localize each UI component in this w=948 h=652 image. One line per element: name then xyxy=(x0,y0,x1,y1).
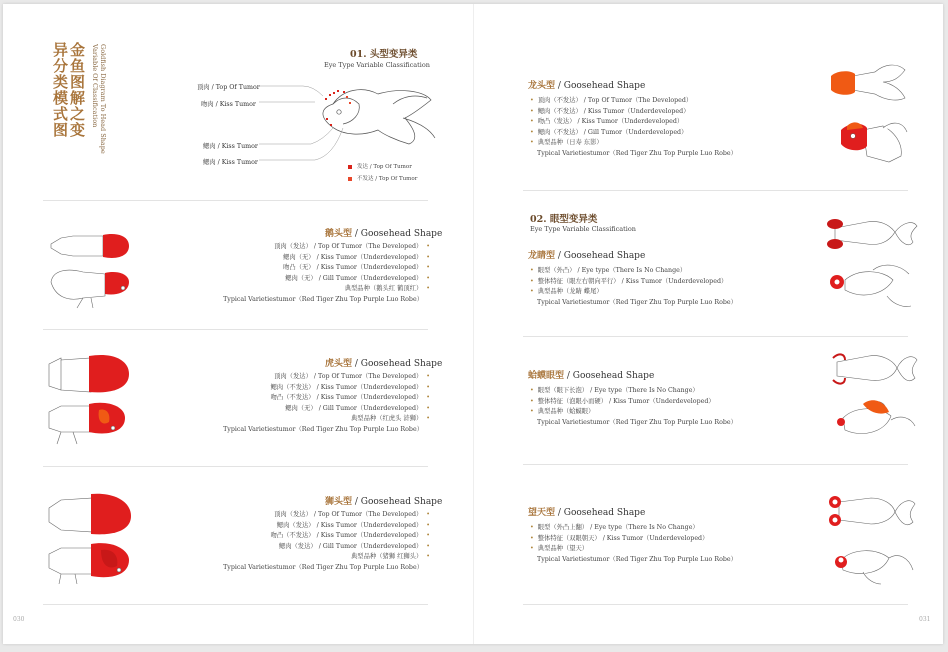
list-item: 鳃肉（无） / Kiss Tumor（Underdeveloped） • xyxy=(223,253,430,264)
list-item: 鳃肉（无） / Gill Tumor（Underdeveloped） • xyxy=(223,404,430,415)
section-subtitle-head: Eye Type Variable Classification xyxy=(324,61,430,69)
divider xyxy=(523,464,908,465)
divider xyxy=(43,466,428,467)
list-item: 吻凸（无） / Kiss Tumor（Underdeveloped） • xyxy=(223,263,430,274)
list-item: 鳃肉（发达） / Kiss Tumor（Underdeveloped） • xyxy=(223,521,430,532)
legend-developed: 发达 / Top Of Tumor xyxy=(348,162,412,170)
divider xyxy=(523,336,908,337)
list-item: • 眼型（眼下长泡） / Eye type（There Is No Change） xyxy=(530,386,737,397)
section-number-eye: 02. 眼型变异类 xyxy=(530,214,598,225)
page-title: 金鱼图解之变异分类模式图 xyxy=(51,42,86,138)
list-item: Typical Varietiestumor（Red Tiger Zhu Top Purple Luo Robe） xyxy=(223,425,423,433)
section-title-toadeye: 蛤蟆眼型 / Goosehead Shape xyxy=(528,371,655,381)
list-item: 鳃肉（发达） / Gill Tumor（Underdeveloped） • xyxy=(223,542,430,553)
section-list-celestialeye xyxy=(530,523,737,565)
list-item: Typical Varietiestumor（Red Tiger Zhu Top Purple Luo Robe） xyxy=(537,418,737,426)
page-gutter xyxy=(473,4,474,644)
section-number-head: 01. 头型变异类 xyxy=(350,49,418,60)
list-item: 鳃肉（无） / Gill Tumor（Underdeveloped） • xyxy=(223,274,430,285)
page-number-left: 030 xyxy=(13,616,25,623)
section-list-goosehead xyxy=(223,242,430,306)
label-gill-tumor: 鳃肉 / Kiss Tumor xyxy=(203,143,258,150)
list-item: 吻凸（不发达） / Kiss Tumor（Underdeveloped） • xyxy=(223,531,430,542)
list-item: • 典型品种（望天） xyxy=(530,544,737,555)
list-item: • 整体特征（眼左右朝向平行） / Kiss Tumor（Underdeveloped） xyxy=(530,277,737,288)
list-item: • 鳃肉（不发达） / Gill Tumor（Underdeveloped） xyxy=(530,128,737,139)
list-item: 鳃肉（不发达） / Kiss Tumor（Underdeveloped） • xyxy=(223,383,430,394)
legend-swatch-developed xyxy=(348,165,352,169)
section-title-goosehead: 鹅头型 / Goosehead Shape xyxy=(325,229,443,239)
label-kiss-tumor-2: 鳃肉 / Kiss Tumor xyxy=(203,159,258,166)
section-title-tigerhead: 虎头型 / Goosehead Shape xyxy=(325,359,443,369)
book-spread xyxy=(3,4,943,644)
list-item: • 顶肉（不发达） / Top Of Tumor（The Developed） xyxy=(530,96,737,107)
list-item: • 鳃肉（不发达） / Kiss Tumor（Underdeveloped） xyxy=(530,107,737,118)
list-item: 典型品种（猪狮 红狮头） • xyxy=(223,552,430,563)
list-item: 顶肉（发达） / Top Of Tumor（The Developed） • xyxy=(223,510,430,521)
list-item: • 吻凸（发达） / Kiss Tumor（Underdeveloped） xyxy=(530,117,737,128)
section-list-lionhead xyxy=(223,510,430,574)
legend-swatch-underdeveloped xyxy=(348,177,352,181)
divider xyxy=(43,604,428,605)
list-item: • 整体特征（泡眼小而硬） / Kiss Tumor（Underdeveloped） xyxy=(530,397,737,408)
goosehead-fish-illustration xyxy=(43,222,143,312)
section-title-dragonhead: 龙头型 / Goosehead Shape xyxy=(528,81,646,91)
list-item: • 典型品种（日寿 东影） xyxy=(530,138,737,149)
label-top-of-tumor: 顶肉 / Top Of Tumor xyxy=(197,84,260,91)
list-item: • 典型品种（龙睛 蝶尾） xyxy=(530,287,737,298)
list-item: 典型品种（红虎头 浒狮） • xyxy=(223,414,430,425)
section-title-lionhead: 狮头型 / Goosehead Shape xyxy=(325,497,443,507)
list-item: 典型品种（鹅头红 鹤顶红） • xyxy=(223,284,430,295)
section-title-celestialeye: 望天型 / Goosehead Shape xyxy=(528,508,646,518)
toadeye-fish-illustration xyxy=(823,346,923,456)
tigerhead-fish-illustration xyxy=(43,350,143,450)
page-title-en: Goldfish Diagram To Head Shape Variable Of Classification xyxy=(91,44,107,154)
divider xyxy=(523,604,908,605)
section-list-dragoneye xyxy=(530,266,737,308)
list-item: Typical Varietiestumor（Red Tiger Zhu Top Purple Luo Robe） xyxy=(537,298,737,306)
list-item: Typical Varietiestumor（Red Tiger Zhu Top Purple Luo Robe） xyxy=(537,149,737,157)
section-subtitle-eye: Eye Type Variable Classification xyxy=(530,225,636,233)
list-item: • 整体特征（双眼朝天） / Kiss Tumor（Underdeveloped） xyxy=(530,534,737,545)
dragoneye-fish-illustration xyxy=(823,210,923,320)
section-title-dragoneye: 龙睛型 / Goosehead Shape xyxy=(528,251,646,261)
list-item: 顶肉（发达） / Top Of Tumor（The Developed） • xyxy=(223,372,430,383)
legend-underdeveloped: 不发达 / Top Of Tumor xyxy=(348,174,417,182)
divider xyxy=(43,329,428,330)
list-item: • 典型品种（蛤蟆眼） xyxy=(530,407,737,418)
page-number-right: 031 xyxy=(919,616,931,623)
list-item: • 眼型（外凸上翻） / Eye type（There Is No Change） xyxy=(530,523,737,534)
section-list-toadeye xyxy=(530,386,737,428)
lionhead-fish-illustration xyxy=(43,490,143,590)
list-item: Typical Varietiestumor（Red Tiger Zhu Top Purple Luo Robe） xyxy=(537,555,737,563)
list-item: Typical Varietiestumor（Red Tiger Zhu Top Purple Luo Robe） xyxy=(223,563,423,571)
section-list-tigerhead xyxy=(223,372,430,436)
label-kiss-tumor: 吻肉 / Kiss Tumor xyxy=(201,101,256,108)
list-item: 吻凸（不发达） / Kiss Tumor（Underdeveloped） • xyxy=(223,393,430,404)
list-item: 顶肉（发达） / Top Of Tumor（The Developed） • xyxy=(223,242,430,253)
section-list-dragonhead xyxy=(530,96,737,160)
dragonhead-fish-illustration xyxy=(823,60,923,180)
divider xyxy=(523,190,908,191)
list-item: • 眼型（外凸） / Eye type（There Is No Change） xyxy=(530,266,737,277)
list-item: Typical Varietiestumor（Red Tiger Zhu Top Purple Luo Robe） xyxy=(223,295,423,303)
celestialeye-fish-illustration xyxy=(823,488,923,598)
divider xyxy=(43,200,428,201)
